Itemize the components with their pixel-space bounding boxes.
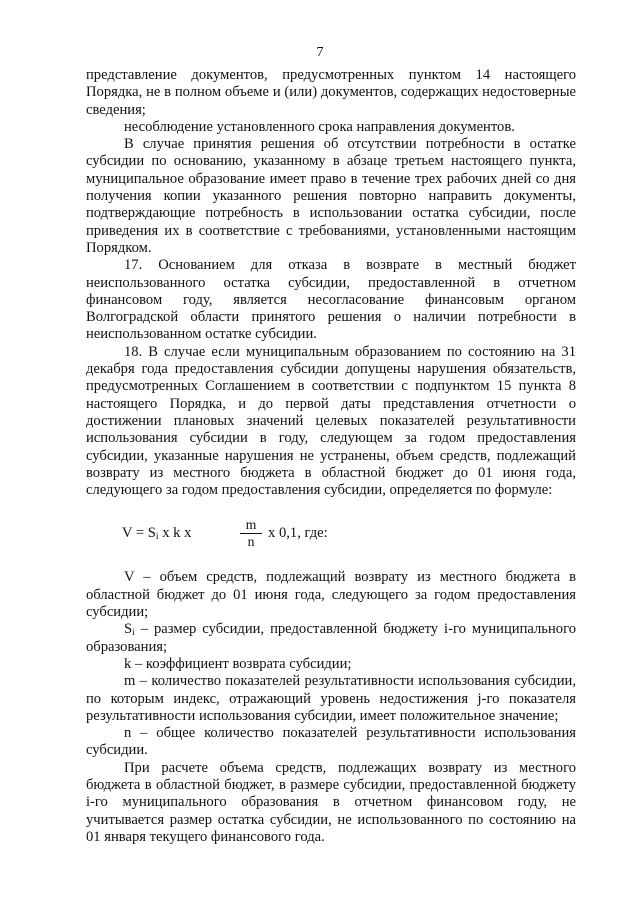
formula-denominator: n	[247, 534, 255, 550]
definition-v: V – объем средств, подлежащий возврату из местного бюджета в областной бюджет до 01 июня года, следующего за годом предоставления субсидии;	[86, 569, 576, 621]
paragraph-item-17: 17. Основанием для отказа в возврате в местный бюджет неиспользованного остатка субсидии, предоставленной в отчетном финансовом году, является несогласование финансовым органом Волгоградской области принятого решения о наличии потребности в неиспользованном остатке субсидии.	[86, 257, 576, 343]
formula-left-side: $V = S_i$ x k x	[122, 525, 192, 543]
paragraph-calculation-note: При расчете объема средств, подлежащих возврату из местного бюджета в областной бюджет, в размере субсидии, предоставленной бюджету i-го муниципального образования в отчетном финансовом году, не учитывается размер остатка субсидии, не использованного по состоянию на 01 января текущего финансового года.	[86, 759, 576, 845]
paragraph-documents-incomplete: представление документов, предусмотренных пунктом 14 настоящего Порядка, не в полном объеме и (или) документов, содержащих недостоверные сведения;	[86, 67, 576, 118]
paragraph-deadline-violation: несоблюдение установленного срока направления документов.	[124, 118, 515, 135]
page-number: 7	[316, 45, 324, 60]
formula-numerator: m	[245, 517, 257, 533]
definition-k: k – коэффициент возврата субсидии;	[124, 655, 352, 672]
document-body	[86, 67, 576, 846]
definition-n: n – общее количество показателей результативности использования субсидии.	[86, 725, 576, 759]
formula-right-side: x 0,1, где:	[268, 525, 328, 542]
definition-m: m – количество показателей результативности использования субсидии, по которым индекс, отражающий уровень недостижения j-го показателя результативности использования субсидии, имеет положительное значение;	[86, 673, 576, 724]
paragraph-resubmission-right: В случае принятия решения об отсутствии потребности в остатке субсидии по основанию, указанному в абзаце третьем настоящего пункта, муниципальное образование имеет право в течение трех рабочих дней со дня получения копии указанного решения повторно направить документы, подтверждающие потребность в использовании остатка субсидии, после приведения их в соответствие с требованиями, установленными настоящим Порядком.	[86, 136, 576, 256]
formula-fraction	[240, 518, 262, 549]
definition-si: $S_i$ – размер субсидии, предоставленной бюджету i-го муниципального образования;	[86, 621, 576, 655]
return-volume-formula	[122, 518, 576, 548]
paragraph-item-18: 18. В случае если муниципальным образованием по состоянию на 31 декабря года предоставления субсидии допущены нарушения обязательств, предусмотренных Соглашением в соответствии с подпунктом 15 пункта 8 настоящего Порядка, и до первой даты представления отчетности о достижении плановых значений целевых показателей результативности использования субсидии в году, следующем за годом предоставления субсидии, указанные нарушения не устранены, объем средств, подлежащий возврату из местного бюджета в областной бюджет до 01 июня года, следующего за годом предоставления субсидии, определяется по формуле:	[86, 343, 576, 499]
